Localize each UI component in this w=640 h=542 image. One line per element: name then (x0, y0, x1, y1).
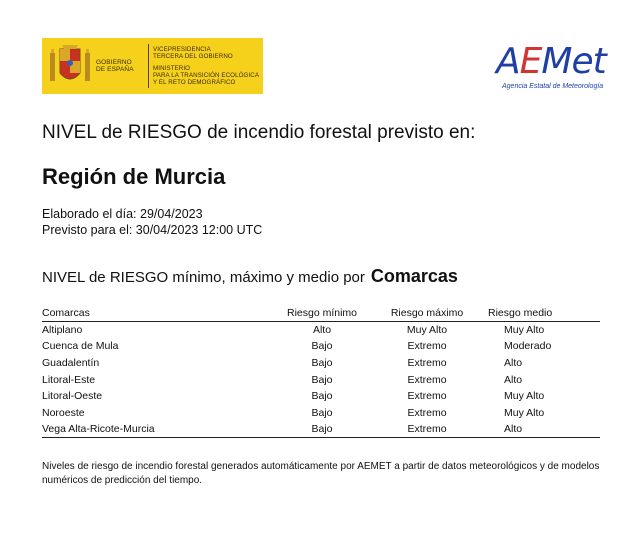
riesgo-minimo: Bajo (274, 421, 370, 438)
section-heading: NIVEL de RIESGO mínimo, máximo y medio por Comarcas (42, 266, 458, 286)
riesgo-maximo: Extremo (407, 390, 447, 403)
ministerio-text: VICEPRESIDENCIA TERCERA DEL GOBIERNO MINISTERIO PARA LA TRANSICIÓN ECOLÓGICA Y EL RETO DEMOGRÁFICO (153, 46, 260, 86)
region-name: Región de Murcia (42, 164, 226, 189)
previsto-date: Previsto para el: 30/04/2023 12:00 UTC (42, 223, 263, 237)
comarca-name: Cuenca de Mula (42, 340, 119, 353)
riesgo-minimo: Bajo (311, 356, 333, 369)
riesgo-maximo: Extremo (407, 373, 447, 386)
section-heading-bold: Comarcas (370, 266, 458, 286)
riesgo-minimo: Bajo (311, 373, 333, 386)
table-row (42, 322, 600, 339)
riesgo-maximo: Extremo (407, 340, 447, 353)
comarca-name: Noroeste (42, 406, 85, 419)
table-row (42, 371, 600, 388)
aemet-subtitle: Agencia Estatal de Meteorología (502, 83, 604, 90)
riesgo-minimo: Bajo (311, 340, 333, 353)
table-row (42, 388, 600, 405)
riesgo-minimo: Bajo (311, 406, 333, 419)
logo-divider (148, 44, 149, 88)
comarca-name: Litoral-Oeste (42, 390, 103, 403)
table-row (42, 404, 600, 421)
risk-table (42, 307, 600, 438)
table-row (42, 355, 600, 372)
riesgo-medio: Alto (504, 373, 523, 386)
riesgo-minimo: Alto (312, 324, 332, 337)
elaborado-date: Elaborado el día: 29/04/2023 (42, 207, 203, 221)
riesgo-medio: Muy Alto (504, 390, 545, 403)
page-title: NIVEL de RIESGO de incendio forestal previsto en: (42, 122, 476, 143)
riesgo-maximo: Muy Alto (406, 324, 448, 337)
gobierno-text: GOBIERNO DE ESPAÑA (96, 59, 134, 73)
coat-of-arms-icon (48, 43, 92, 89)
riesgo-medio: Muy Alto (504, 406, 545, 419)
riesgo-medio: Alto (484, 421, 600, 438)
aemet-logo (492, 40, 612, 96)
table-row (42, 338, 600, 355)
riesgo-maximo: Extremo (407, 406, 447, 419)
riesgo-minimo: Bajo (311, 390, 333, 403)
comarca-name: Altiplano (42, 324, 83, 337)
riesgo-maximo: Extremo (370, 421, 484, 438)
riesgo-medio: Muy Alto (504, 324, 545, 337)
gobierno-logo (42, 38, 263, 94)
comarca-name: Litoral-Este (42, 373, 96, 386)
header-riesgo-maximo: Riesgo máximo (370, 307, 484, 322)
header-riesgo-minimo: Riesgo mínimo (274, 307, 370, 322)
footnote: Niveles de riesgo de incendio forestal generados automáticamente por AEMET a partir de datos meteorológicos y de modelos numéricos de predicción del tiempo. (42, 461, 600, 486)
table-row (42, 421, 600, 438)
header-riesgo-medio: Riesgo medio (484, 307, 600, 322)
issue-info (42, 206, 262, 238)
riesgo-maximo: Extremo (407, 356, 447, 369)
riesgo-medio: Alto (504, 356, 523, 369)
riesgo-medio: Moderado (504, 340, 552, 353)
aemet-wordmark: AEMet (496, 41, 606, 82)
header-comarcas: Comarcas (42, 307, 274, 322)
table-header-row (42, 307, 600, 322)
comarca-name: Guadalentín (42, 356, 100, 369)
comarca-name: Vega Alta-Ricote-Murcia (42, 421, 274, 438)
